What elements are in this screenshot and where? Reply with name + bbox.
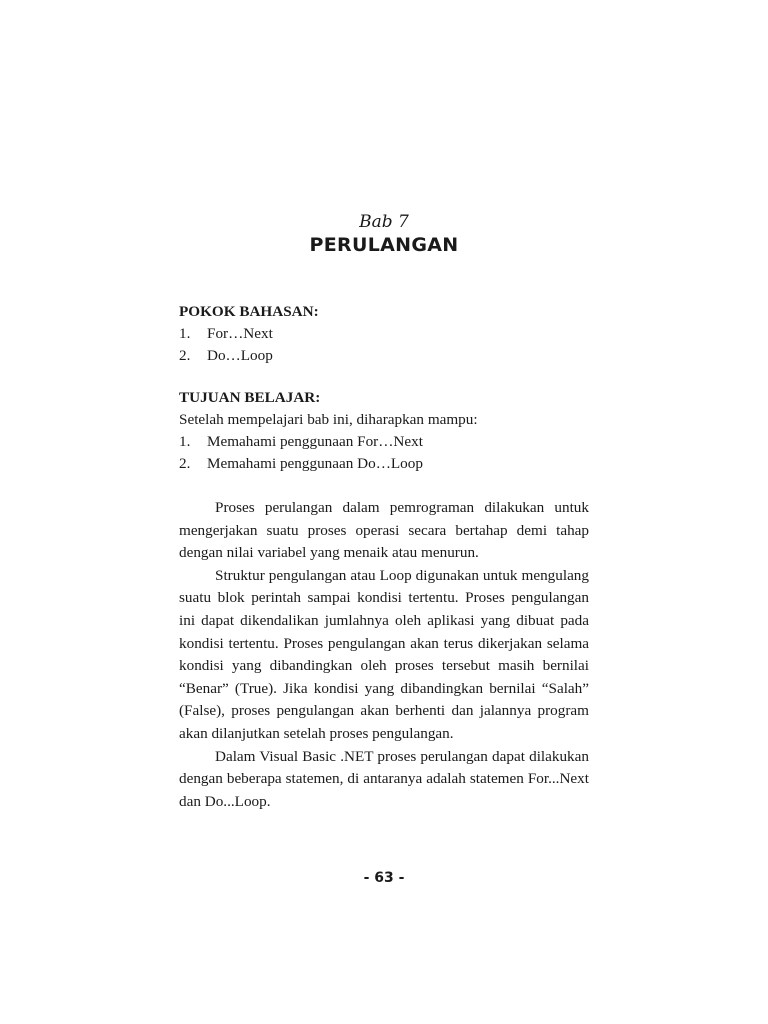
list-item [179, 323, 589, 345]
pokok-bahasan-heading: POKOK BAHASAN: [179, 303, 319, 320]
chapter-label: Bab 7 [359, 212, 409, 232]
tujuan-belajar-heading: TUJUAN BELAJAR: [179, 389, 321, 406]
tujuan-belajar-section [179, 387, 589, 475]
chapter-title: PERULANGAN [309, 234, 459, 256]
list-number: 1. [179, 325, 191, 342]
paragraph: Struktur pengulangan atau Loop digunakan untuk mengulang suatu blok perintah sampai kondisi tertentu. Proses pengulangan ini dapat dikendalikan jumlahnya oleh aplikasi yang dibuat pada kondisi tertentu. Proses pengulangan akan terus dikerjakan selama kondisi yang dibandingkan oleh proses tersebut masih bernilai “Benar” (True). Jika kondisi yang dibandingkan bernilai “Salah” (False), proses pengulangan akan berhenti dan jalannya program akan dilanjutkan setelah proses pengulangan. [179, 566, 589, 742]
list-text: For…Next [207, 325, 273, 342]
body-text [179, 497, 589, 813]
list-number: 2. [179, 455, 191, 472]
paragraph: Proses perulangan dalam pemrograman dilakukan untuk mengerjakan suatu proses operasi secara bertahap demi tahap dengan nilai variabel yang menaik atau menurun. [179, 499, 589, 562]
tujuan-belajar-intro: Setelah mempelajari bab ini, diharapkan mampu: [179, 411, 478, 428]
list-item [179, 453, 589, 475]
page-number: - 63 - [363, 870, 405, 886]
list-number: 1. [179, 433, 191, 450]
list-item [179, 345, 589, 367]
list-text: Do…Loop [207, 347, 273, 364]
pokok-bahasan-section [179, 301, 589, 367]
list-text: Memahami penggunaan Do…Loop [207, 455, 423, 472]
list-item [179, 431, 589, 453]
paragraph: Dalam Visual Basic .NET proses perulangan dapat dilakukan dengan beberapa statemen, di antaranya adalah statemen For...Next dan Do...Loop. [179, 747, 589, 810]
list-text: Memahami penggunaan For…Next [207, 433, 423, 450]
list-number: 2. [179, 347, 191, 364]
